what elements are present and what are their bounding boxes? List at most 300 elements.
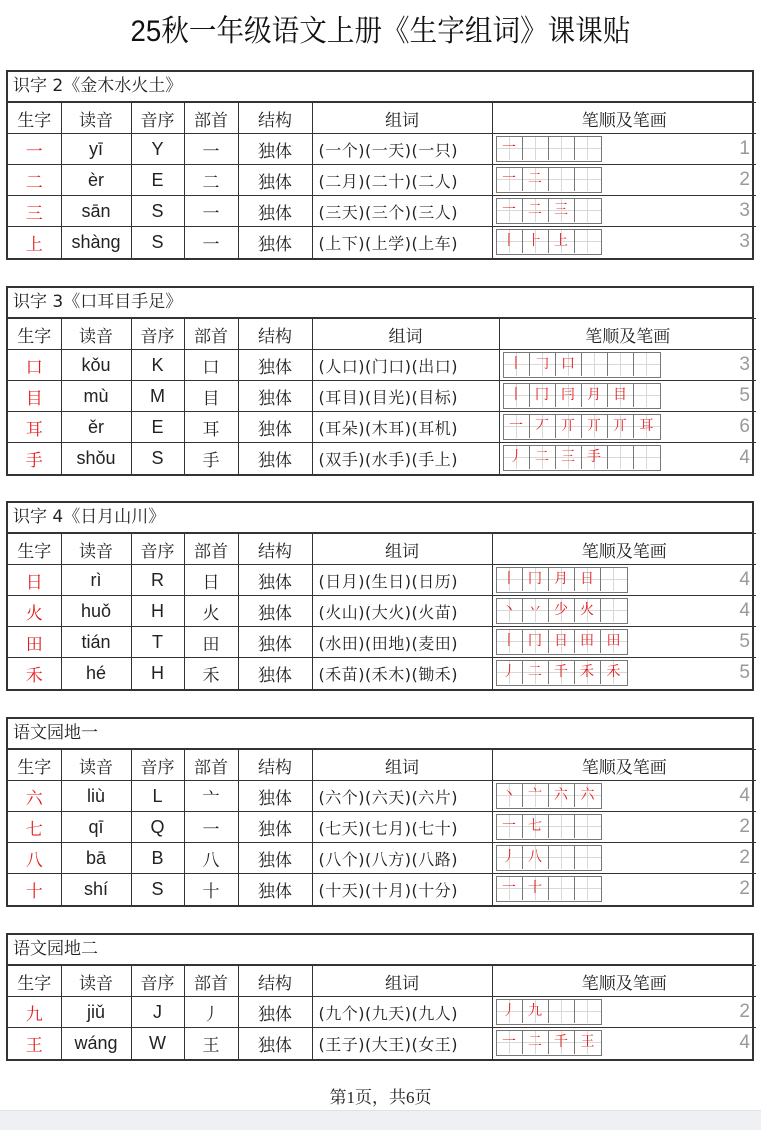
table-header-row: [8, 966, 756, 997]
table-row: [8, 565, 756, 596]
radical-cell: 一: [184, 134, 238, 165]
structure-cell: 独体: [238, 997, 312, 1028]
words-cell: (王子)(大王)(女王): [312, 1028, 492, 1059]
radical-cell: 王: [184, 1028, 238, 1059]
table-row: [8, 874, 756, 905]
structure-cell: 独体: [238, 412, 312, 443]
stroke-box: 丿: [497, 1000, 523, 1023]
table-row: [8, 227, 756, 258]
initial-cell: K: [131, 350, 184, 381]
stroke-order-cell: [492, 812, 756, 843]
stroke-grid: [503, 445, 661, 471]
character-cell: 日: [8, 565, 61, 596]
stroke-box: 丨: [497, 568, 523, 591]
pinyin-cell: tián: [61, 627, 131, 658]
radical-cell: 八: [184, 843, 238, 874]
column-header-strokes: 笔顺及笔画: [492, 103, 756, 134]
initial-cell: S: [131, 443, 184, 474]
stroke-count: 2: [739, 816, 750, 837]
stroke-box: 手: [582, 446, 608, 469]
radical-cell: 手: [184, 443, 238, 474]
stroke-box: [601, 568, 627, 591]
stroke-box: 耳: [634, 415, 660, 438]
radical-cell: 十: [184, 874, 238, 905]
character-cell: 二: [8, 165, 61, 196]
pinyin-cell: huǒ: [61, 596, 131, 627]
stroke-box: 丆: [530, 415, 556, 438]
words-cell: (水田)(田地)(麦田): [312, 627, 492, 658]
initial-cell: B: [131, 843, 184, 874]
structure-cell: 独体: [238, 196, 312, 227]
pinyin-cell: ěr: [61, 412, 131, 443]
words-cell: (九个)(九天)(九人): [312, 997, 492, 1028]
initial-cell: Y: [131, 134, 184, 165]
stroke-box: 禾: [575, 661, 601, 684]
words-cell: (上下)(上学)(上车): [312, 227, 492, 258]
stroke-box: 少: [549, 599, 575, 622]
words-cell: (禾苗)(禾木)(锄禾): [312, 658, 492, 689]
character-table: [8, 965, 756, 1059]
column-header-strokes: 笔顺及笔画: [492, 534, 756, 565]
column-header-strokes: 笔顺及笔画: [492, 966, 756, 997]
radical-cell: 火: [184, 596, 238, 627]
initial-cell: H: [131, 658, 184, 689]
stroke-box: 一: [497, 815, 523, 838]
stroke-grid: [496, 567, 628, 593]
stroke-grid: [503, 414, 661, 440]
stroke-count: 4: [739, 1032, 750, 1053]
stroke-box: [549, 846, 575, 869]
viewer-bottom-bar: [0, 1110, 761, 1130]
pinyin-cell: kǒu: [61, 350, 131, 381]
structure-cell: 独体: [238, 627, 312, 658]
section-title: 识字 3《口耳目手足》: [8, 288, 752, 318]
stroke-box: 二: [530, 446, 556, 469]
column-header-pinyin: 读音: [61, 750, 131, 781]
stroke-box: [634, 446, 660, 469]
stroke-grid: [496, 845, 602, 871]
character-cell: 火: [8, 596, 61, 627]
stroke-box: [608, 353, 634, 376]
stroke-count: 2: [739, 878, 750, 899]
section-title: 识字 2《金木水火土》: [8, 72, 752, 102]
pinyin-cell: yī: [61, 134, 131, 165]
initial-cell: H: [131, 596, 184, 627]
stroke-box: 千: [549, 1031, 575, 1054]
radical-cell: 一: [184, 812, 238, 843]
stroke-order-cell: [492, 565, 756, 596]
stroke-box: 𠃌: [530, 353, 556, 376]
stroke-grid: [496, 660, 628, 686]
stroke-count: 1: [739, 138, 750, 159]
stroke-count: 5: [739, 631, 750, 652]
radical-cell: 一: [184, 196, 238, 227]
column-header-radical: 部首: [184, 103, 238, 134]
pinyin-cell: èr: [61, 165, 131, 196]
stroke-grid: [496, 999, 602, 1025]
stroke-box: [575, 1000, 601, 1023]
words-cell: (六个)(六天)(六片): [312, 781, 492, 812]
character-cell: 耳: [8, 412, 61, 443]
stroke-count: 3: [739, 200, 750, 221]
stroke-box: 田: [575, 630, 601, 653]
stroke-box: [575, 230, 601, 253]
column-header-words: 组词: [312, 103, 492, 134]
stroke-order-cell: [499, 350, 756, 381]
initial-cell: J: [131, 997, 184, 1028]
character-cell: 目: [8, 381, 61, 412]
column-header-radical: 部首: [184, 319, 238, 350]
stroke-box: 六: [575, 784, 601, 807]
table-row: [8, 812, 756, 843]
stroke-count: 2: [739, 1001, 750, 1022]
character-cell: 口: [8, 350, 61, 381]
column-header-pinyin: 读音: [61, 534, 131, 565]
words-cell: (双手)(水手)(手上): [312, 443, 499, 474]
page-indicator: 第1页，共6页: [329, 1088, 432, 1107]
stroke-box: [549, 137, 575, 160]
pinyin-cell: bā: [61, 843, 131, 874]
stroke-box: 冂: [523, 630, 549, 653]
stroke-order-cell: [492, 658, 756, 689]
stroke-grid: [496, 1030, 602, 1056]
stroke-box: 丨: [497, 630, 523, 653]
radical-cell: 日: [184, 565, 238, 596]
structure-cell: 独体: [238, 781, 312, 812]
column-header-words: 组词: [312, 319, 499, 350]
character-cell: 十: [8, 874, 61, 905]
stroke-box: 丌: [582, 415, 608, 438]
words-cell: (耳朵)(木耳)(耳机): [312, 412, 499, 443]
stroke-grid: [503, 383, 661, 409]
table-row: [8, 381, 756, 412]
initial-cell: L: [131, 781, 184, 812]
stroke-box: 千: [549, 661, 575, 684]
stroke-order-cell: [492, 997, 756, 1028]
initial-cell: W: [131, 1028, 184, 1059]
stroke-box: 冃: [556, 384, 582, 407]
section-3: [6, 501, 754, 691]
initial-cell: M: [131, 381, 184, 412]
stroke-box: 日: [575, 568, 601, 591]
section-title: 识字 4《日月山川》: [8, 503, 752, 533]
column-header-pinyin: 读音: [61, 966, 131, 997]
stroke-grid: [503, 352, 661, 378]
stroke-box: 月: [582, 384, 608, 407]
section-5: [6, 933, 754, 1061]
stroke-box: 上: [549, 230, 575, 253]
stroke-grid: [496, 229, 602, 255]
stroke-box: [601, 599, 627, 622]
pinyin-cell: jiǔ: [61, 997, 131, 1028]
stroke-box: 二: [523, 661, 549, 684]
stroke-box: 日: [549, 630, 575, 653]
stroke-order-cell: [492, 227, 756, 258]
pinyin-cell: liù: [61, 781, 131, 812]
stroke-count: 3: [739, 231, 750, 252]
stroke-box: [634, 384, 660, 407]
initial-cell: E: [131, 412, 184, 443]
column-header-char: 生字: [8, 103, 61, 134]
stroke-count: 5: [739, 385, 750, 406]
stroke-grid: [496, 876, 602, 902]
column-header-radical: 部首: [184, 534, 238, 565]
stroke-count: 5: [739, 662, 750, 683]
radical-cell: 禾: [184, 658, 238, 689]
pinyin-cell: qī: [61, 812, 131, 843]
initial-cell: E: [131, 165, 184, 196]
stroke-count: 4: [739, 569, 750, 590]
character-cell: 禾: [8, 658, 61, 689]
table-header-row: [8, 534, 756, 565]
stroke-box: 一: [497, 1031, 523, 1054]
column-header-structure: 结构: [238, 966, 312, 997]
pinyin-cell: rì: [61, 565, 131, 596]
column-header-words: 组词: [312, 966, 492, 997]
stroke-box: 冂: [530, 384, 556, 407]
stroke-grid: [496, 814, 602, 840]
character-cell: 八: [8, 843, 61, 874]
stroke-grid: [496, 198, 602, 224]
structure-cell: 独体: [238, 596, 312, 627]
stroke-box: 九: [523, 1000, 549, 1023]
stroke-box: [549, 877, 575, 900]
structure-cell: 独体: [238, 350, 312, 381]
table-row: [8, 196, 756, 227]
character-table: [8, 102, 756, 258]
stroke-grid: [496, 629, 628, 655]
stroke-box: 七: [523, 815, 549, 838]
stroke-box: 一: [497, 877, 523, 900]
pinyin-cell: mù: [61, 381, 131, 412]
character-cell: 三: [8, 196, 61, 227]
table-row: [8, 165, 756, 196]
character-table: [8, 749, 756, 905]
stroke-box: 二: [523, 168, 549, 191]
stroke-count: 4: [739, 600, 750, 621]
column-header-structure: 结构: [238, 319, 312, 350]
stroke-box: 六: [549, 784, 575, 807]
column-header-radical: 部首: [184, 966, 238, 997]
stroke-box: [575, 168, 601, 191]
stroke-box: 丿: [497, 661, 523, 684]
words-cell: (火山)(大火)(火苗): [312, 596, 492, 627]
column-header-initial: 音序: [131, 319, 184, 350]
stroke-box: 二: [523, 199, 549, 222]
radical-cell: 目: [184, 381, 238, 412]
table-row: [8, 596, 756, 627]
stroke-box: ⺊: [523, 230, 549, 253]
structure-cell: 独体: [238, 134, 312, 165]
stroke-box: [523, 137, 549, 160]
column-header-pinyin: 读音: [61, 319, 131, 350]
stroke-order-cell: [492, 134, 756, 165]
stroke-box: 冂: [523, 568, 549, 591]
radical-cell: 田: [184, 627, 238, 658]
words-cell: (二月)(二十)(二人): [312, 165, 492, 196]
page-title: 25秋一年级语文上册《生字组词》课课贴: [130, 15, 631, 48]
table-row: [8, 627, 756, 658]
stroke-box: 丿: [504, 446, 530, 469]
structure-cell: 独体: [238, 227, 312, 258]
stroke-box: 丷: [523, 599, 549, 622]
stroke-box: 亠: [523, 784, 549, 807]
column-header-pinyin: 读音: [61, 103, 131, 134]
table-row: [8, 843, 756, 874]
stroke-grid: [496, 783, 602, 809]
column-header-char: 生字: [8, 750, 61, 781]
stroke-count: 2: [739, 169, 750, 190]
stroke-box: 一: [497, 199, 523, 222]
column-header-initial: 音序: [131, 103, 184, 134]
character-table: [8, 533, 756, 689]
stroke-box: 丨: [497, 230, 523, 253]
words-cell: (一个)(一天)(一只): [312, 134, 492, 165]
stroke-box: 一: [497, 168, 523, 191]
table-row: [8, 443, 756, 474]
words-cell: (人口)(门口)(出口): [312, 350, 499, 381]
structure-cell: 独体: [238, 874, 312, 905]
section-1: [6, 70, 754, 260]
initial-cell: R: [131, 565, 184, 596]
stroke-box: [549, 815, 575, 838]
stroke-box: 田: [601, 630, 627, 653]
stroke-count: 3: [739, 354, 750, 375]
section-title: 语文园地二: [8, 935, 752, 965]
stroke-box: 目: [608, 384, 634, 407]
column-header-strokes: 笔顺及笔画: [499, 319, 756, 350]
pinyin-cell: shǒu: [61, 443, 131, 474]
column-header-radical: 部首: [184, 750, 238, 781]
character-cell: 九: [8, 997, 61, 1028]
pinyin-cell: sān: [61, 196, 131, 227]
stroke-count: 2: [739, 847, 750, 868]
character-cell: 王: [8, 1028, 61, 1059]
structure-cell: 独体: [238, 165, 312, 196]
radical-cell: 一: [184, 227, 238, 258]
pinyin-cell: wáng: [61, 1028, 131, 1059]
character-cell: 手: [8, 443, 61, 474]
radical-cell: 口: [184, 350, 238, 381]
stroke-box: 八: [523, 846, 549, 869]
words-cell: (七天)(七月)(七十): [312, 812, 492, 843]
table-header-row: [8, 103, 756, 134]
stroke-box: [634, 353, 660, 376]
column-header-structure: 结构: [238, 534, 312, 565]
stroke-order-cell: [499, 412, 756, 443]
pinyin-cell: hé: [61, 658, 131, 689]
stroke-box: 王: [575, 1031, 601, 1054]
stroke-box: 禾: [601, 661, 627, 684]
structure-cell: 独体: [238, 443, 312, 474]
column-header-char: 生字: [8, 966, 61, 997]
column-header-words: 组词: [312, 750, 492, 781]
column-header-structure: 结构: [238, 103, 312, 134]
stroke-box: 三: [556, 446, 582, 469]
stroke-box: 丶: [497, 784, 523, 807]
stroke-box: 丨: [504, 384, 530, 407]
column-header-structure: 结构: [238, 750, 312, 781]
section-2: [6, 286, 754, 476]
stroke-count: 4: [739, 447, 750, 468]
stroke-box: 丨: [504, 353, 530, 376]
radical-cell: 丿: [184, 997, 238, 1028]
structure-cell: 独体: [238, 812, 312, 843]
words-cell: (三天)(三个)(三人): [312, 196, 492, 227]
stroke-box: 火: [575, 599, 601, 622]
stroke-box: [575, 877, 601, 900]
stroke-order-cell: [492, 196, 756, 227]
stroke-box: 口: [556, 353, 582, 376]
table-row: [8, 412, 756, 443]
stroke-box: 二: [523, 1031, 549, 1054]
stroke-box: [575, 815, 601, 838]
stroke-box: [582, 353, 608, 376]
initial-cell: S: [131, 874, 184, 905]
column-header-char: 生字: [8, 534, 61, 565]
stroke-order-cell: [499, 443, 756, 474]
stroke-box: 一: [497, 137, 523, 160]
table-row: [8, 134, 756, 165]
table-header-row: [8, 750, 756, 781]
stroke-box: [575, 199, 601, 222]
stroke-order-cell: [492, 627, 756, 658]
stroke-grid: [496, 598, 628, 624]
section-title: 语文园地一: [8, 719, 752, 749]
stroke-box: 一: [504, 415, 530, 438]
stroke-box: 丌: [608, 415, 634, 438]
stroke-box: 丌: [556, 415, 582, 438]
initial-cell: S: [131, 196, 184, 227]
stroke-box: [575, 137, 601, 160]
column-header-initial: 音序: [131, 750, 184, 781]
column-header-initial: 音序: [131, 534, 184, 565]
stroke-order-cell: [492, 596, 756, 627]
stroke-box: [608, 446, 634, 469]
words-cell: (日月)(生日)(日历): [312, 565, 492, 596]
stroke-grid: [496, 167, 602, 193]
table-row: [8, 350, 756, 381]
character-cell: 六: [8, 781, 61, 812]
initial-cell: S: [131, 227, 184, 258]
stroke-order-cell: [492, 165, 756, 196]
character-cell: 一: [8, 134, 61, 165]
character-cell: 上: [8, 227, 61, 258]
stroke-box: [575, 846, 601, 869]
stroke-box: 丶: [497, 599, 523, 622]
words-cell: (八个)(八方)(八路): [312, 843, 492, 874]
words-cell: (十天)(十月)(十分): [312, 874, 492, 905]
stroke-order-cell: [492, 781, 756, 812]
stroke-order-cell: [492, 874, 756, 905]
character-table: [8, 318, 756, 474]
table-row: [8, 658, 756, 689]
stroke-order-cell: [492, 843, 756, 874]
structure-cell: 独体: [238, 381, 312, 412]
words-cell: (耳目)(目光)(目标): [312, 381, 499, 412]
structure-cell: 独体: [238, 658, 312, 689]
character-cell: 田: [8, 627, 61, 658]
radical-cell: 亠: [184, 781, 238, 812]
stroke-box: 十: [523, 877, 549, 900]
table-row: [8, 1028, 756, 1059]
section-4: [6, 717, 754, 907]
structure-cell: 独体: [238, 565, 312, 596]
column-header-char: 生字: [8, 319, 61, 350]
pinyin-cell: shàng: [61, 227, 131, 258]
initial-cell: Q: [131, 812, 184, 843]
radical-cell: 耳: [184, 412, 238, 443]
